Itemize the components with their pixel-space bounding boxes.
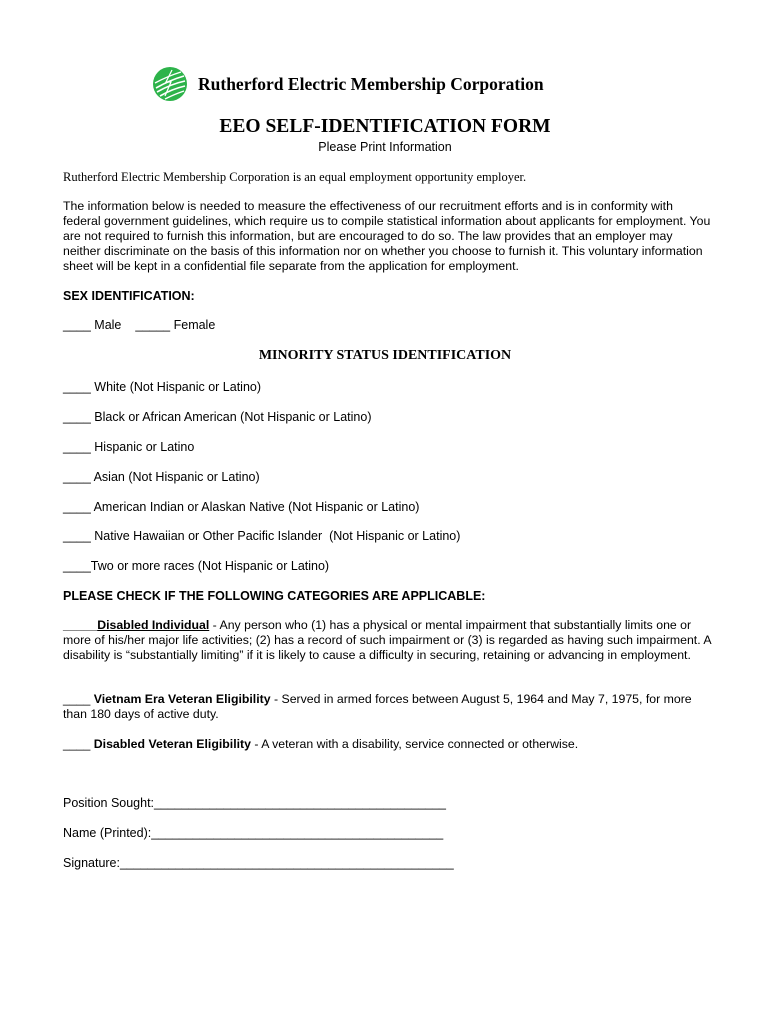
letterhead — [152, 66, 544, 102]
organization-name: Rutherford Electric Membership Corporation — [198, 73, 544, 94]
signature-field[interactable]: Signature:________________________________________________ — [63, 856, 454, 870]
form-title: EEO SELF-IDENTIFICATION FORM — [219, 116, 551, 137]
minority-option-pacific-islander[interactable]: ____ Native Hawaiian or Other Pacific Islander (Not Hispanic or Latino) — [63, 529, 461, 543]
disabled-veteran-item[interactable] — [63, 737, 713, 752]
minority-heading: MINORITY STATUS IDENTIFICATION — [258, 348, 512, 363]
vietnam-blank: ____ — [63, 692, 94, 706]
categories-heading: PLEASE CHECK IF THE FOLLOWING CATEGORIES ARE APPLICABLE: — [63, 589, 486, 603]
form-subtitle: Please Print Information — [318, 140, 452, 154]
minority-option-hispanic[interactable]: ____ Hispanic or Latino — [63, 440, 195, 454]
minority-option-asian[interactable]: ____ Asian (Not Hispanic or Latino) — [63, 470, 260, 484]
disabled-vet-blank: ____ — [63, 737, 94, 751]
disabled-individual-text: - Any person who (1) has a physical or mental impairment that substantially limits one or more of his/her major life activities; (2) has a record of such impairment or (3) is regarded as having such impairment. A disability is “substantially limiting” if it is likely to cause a difficulty in securing, retaining or advancing in employment. — [63, 618, 711, 662]
lightning-globe-logo-icon — [152, 66, 188, 102]
eeo-statement: Rutherford Electric Membership Corporation is an equal employment opportunity employer. — [63, 170, 527, 184]
disabled-veteran-label: Disabled Veteran Eligibility — [93, 737, 251, 751]
name-printed-field[interactable]: Name (Printed):__________________________________________ — [63, 826, 444, 840]
sex-options — [63, 318, 215, 332]
vietnam-veteran-label: Vietnam Era Veteran Eligibility — [93, 692, 271, 706]
vietnam-veteran-item[interactable] — [63, 692, 713, 722]
disabled-individual-label: Disabled Individual — [97, 618, 210, 632]
vietnam-veteran-text: - Served in armed forces between August 5, 1964 and May 7, 1975, for more than 180 days of active duty. — [63, 692, 692, 721]
position-sought-field[interactable]: Position Sought:__________________________________________ — [63, 796, 447, 810]
sex-heading: SEX IDENTIFICATION: — [63, 289, 195, 303]
minority-option-black[interactable]: ____ Black or African American (Not Hispanic or Latino) — [63, 410, 372, 424]
male-option[interactable]: ____ Male — [63, 318, 122, 332]
intro-paragraph: The information below is needed to measure the effectiveness of our recruitment efforts and is in conformity with federal government guidelines, which require us to compile statistical information about applicants for employment. You are not required to furnish this information, but are encouraged to do so. The law provides that an employer may neither discriminate on the basis of this information nor on whether you choose to furnish it. This voluntary information sheet will be kept in a confidential file separate from the application for employment. — [63, 199, 711, 273]
disabled-veteran-text: - A veteran with a disability, service connected or otherwise. — [250, 737, 579, 751]
minority-option-white[interactable]: ____ White (Not Hispanic or Latino) — [63, 380, 262, 394]
disabled-individual-item[interactable] — [63, 618, 713, 663]
minority-option-two-or-more[interactable]: ____Two or more races (Not Hispanic or Latino) — [63, 559, 330, 573]
minority-option-american-indian[interactable]: ____ American Indian or Alaskan Native (Not Hispanic or Latino) — [63, 500, 420, 514]
disabled-blank: _____ — [63, 618, 98, 632]
female-option[interactable]: _____ Female — [135, 318, 216, 332]
